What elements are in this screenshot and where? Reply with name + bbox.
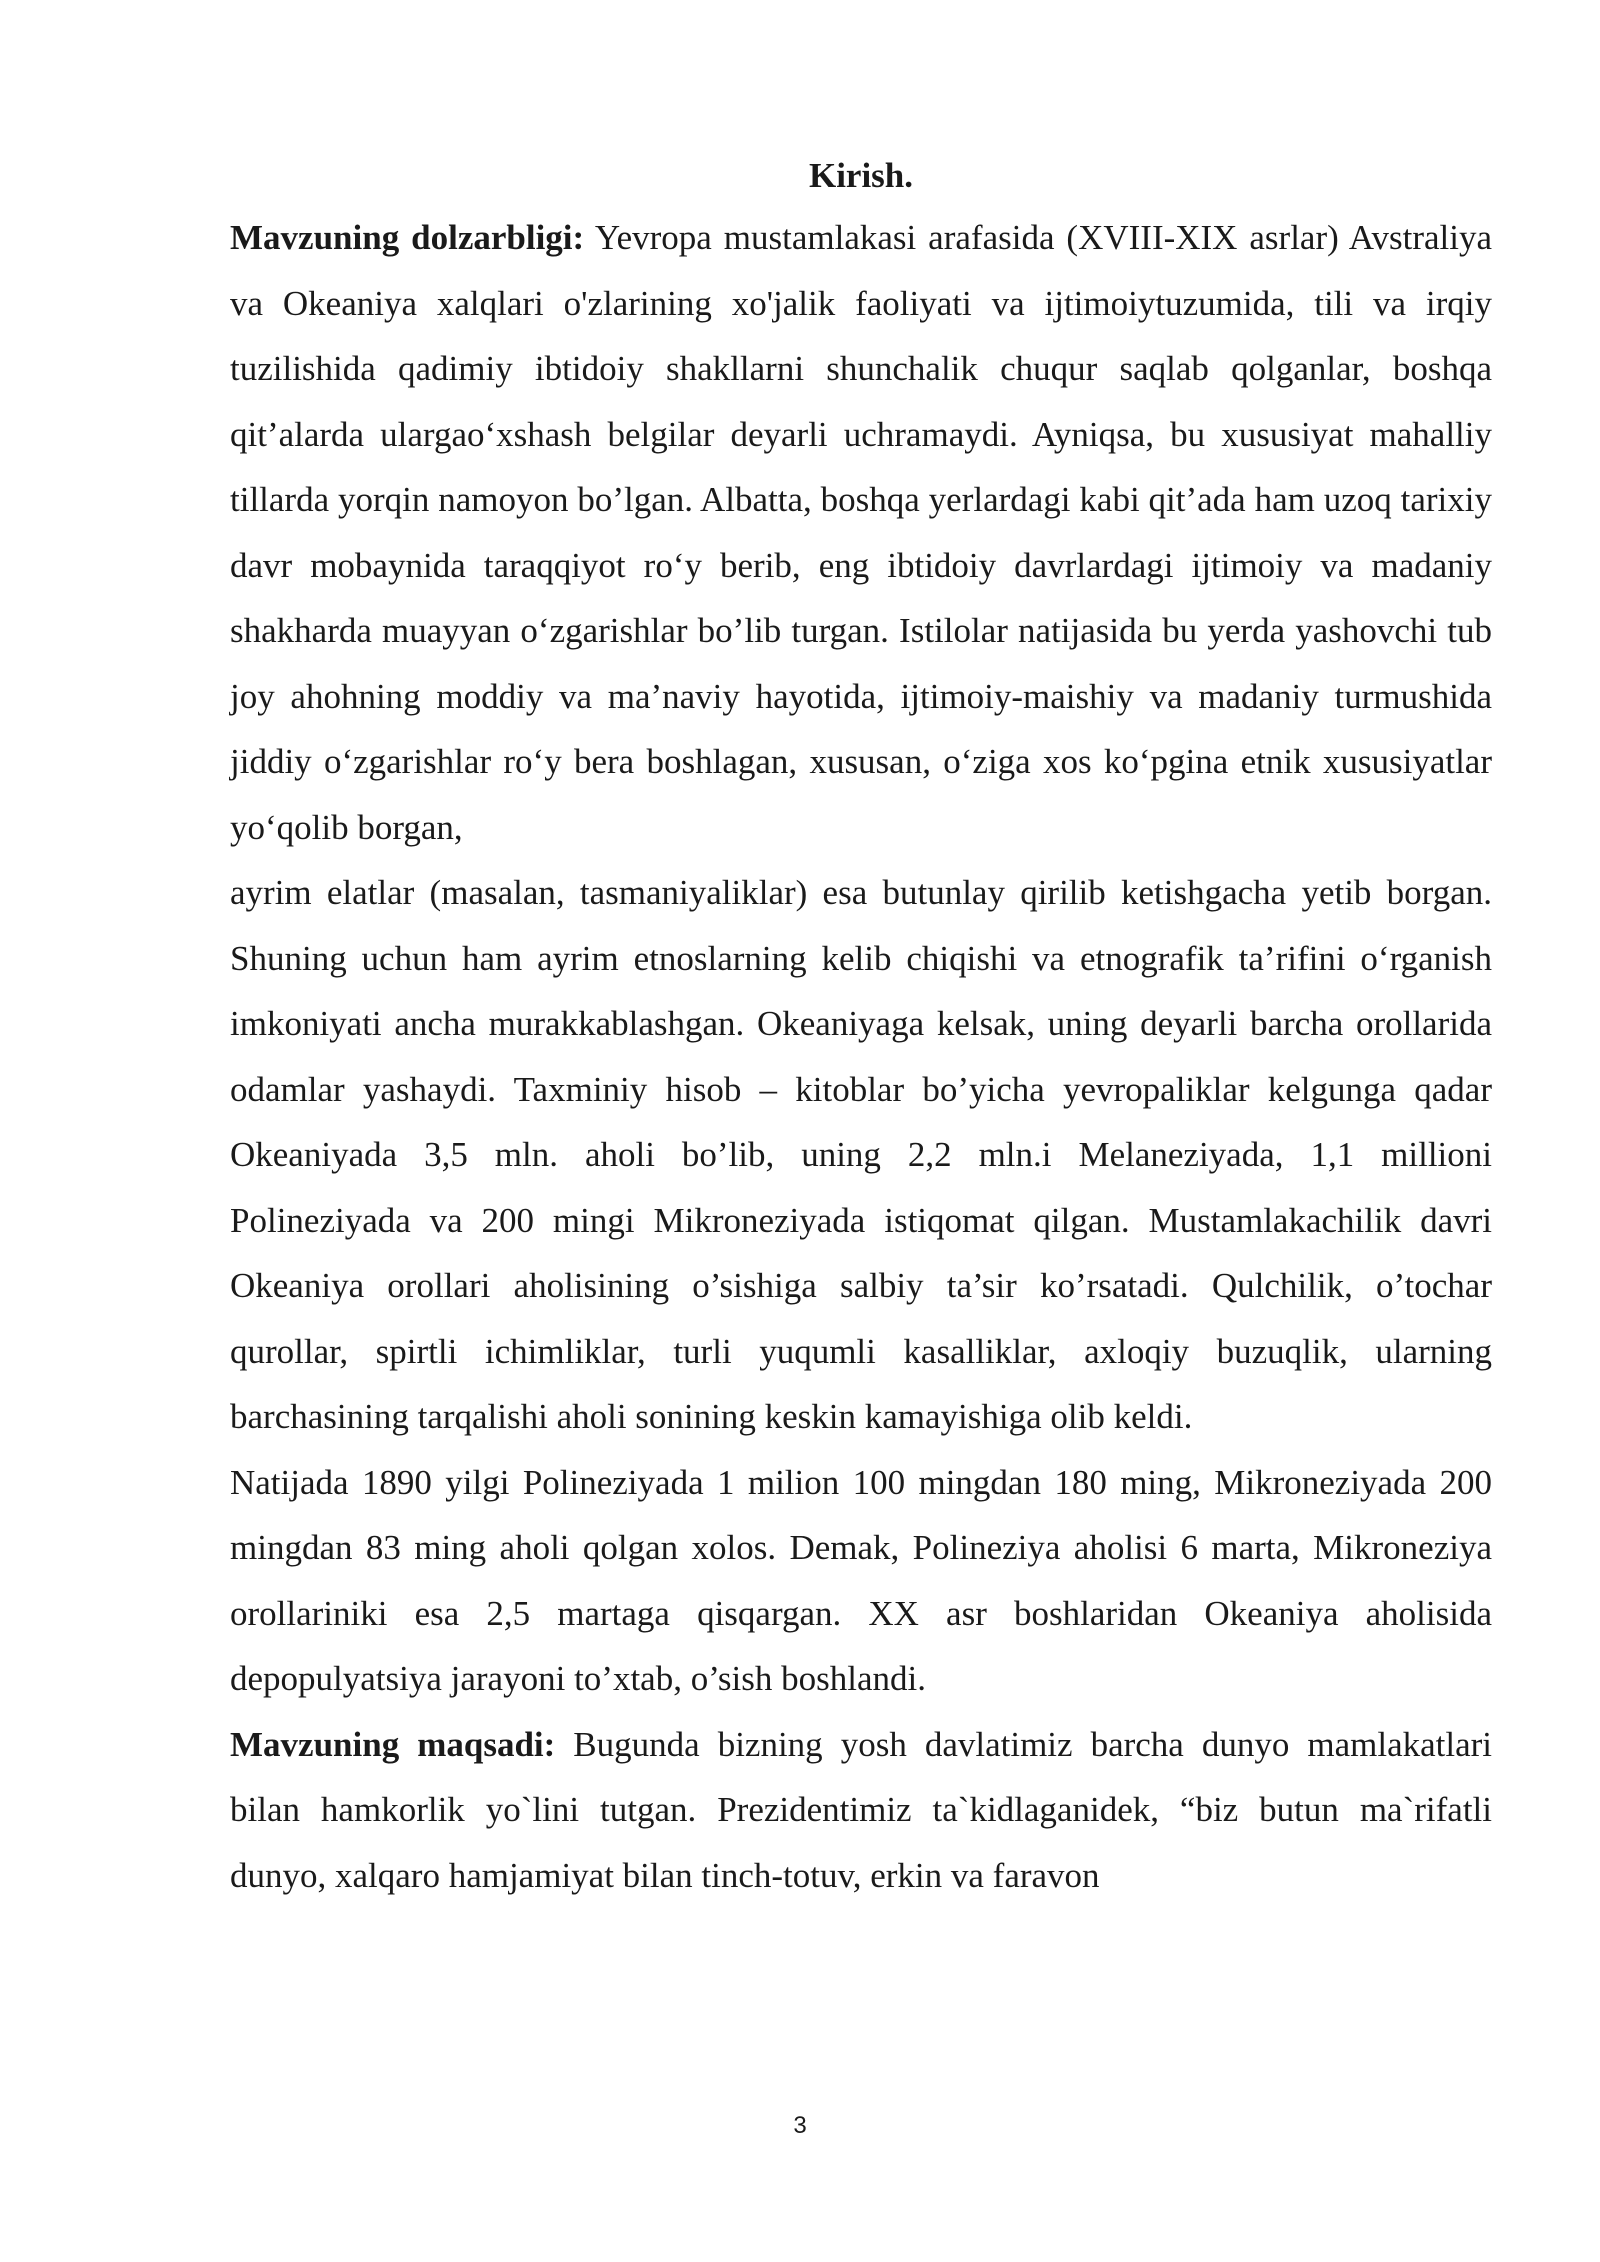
relevance-text-3: Natijada 1890 yilgi Polineziyada 1 milion 100 mingdan 180 ming, Mikroneziyada 200 mingdan 83 ming aholi qolgan xolos. Demak, Polineziya aholisi 6 marta, Mikroneziya orollariniki esa 2,5 martaga qisqargan. XX asr boshlaridan Okeaniya aholisida depopulyatsiya jarayoni to’xtab, o’sish boshlandi.: [230, 1462, 1492, 1698]
goal-heading: Mavzuning maqsadi:: [230, 1724, 556, 1764]
relevance-text-2: ayrim elatlar (masalan, tasmaniyaliklar) esa butunlay qirilib ketishgacha yetib borgan. Shuning uchun ham ayrim etnoslarning kelib chiqishi va etnografik ta’rifini oʻrganish imkoniyati ancha murakkablashgan. Okeaniyaga kelsak, uning deyarli barcha orollarida odamlar yashaydi. Taxminiy hisob – kitoblar bo’yicha yevropaliklar kelgunga qadar Okeaniyada 3,5 mln. aholi bo’lib, uning 2,2 mln.i Melaneziyada, 1,1 millioni Polineziyada va 200 mingi Mikroneziyada istiqomat qilgan. Mustamlakachilik davri Okeaniya orollari aholisining o’sishiga salbiy ta’sir ko’rsatadi. Qulchilik, o’tochar qurollar, spirtli ichimliklar, turli yuqumli kasalliklar, axloqiy buzuqlik, ularning barchasining tarqalishi aholi sonining keskin kamayishiga olib keldi.: [230, 873, 1492, 1436]
goal-text: Bugunda bizning yosh davlatimiz barcha dunyo mamlakatlari bilan hamkorlik yo`lini tutgan. Prezidentimiz ta`kidlaganidek, “biz butun ma`rifatli dunyo, xalqaro hamjamiyat bilan tinch-totuv, erkin va faravon: [230, 1724, 1492, 1895]
relevance-heading: Mavzuning dolzarbligi:: [230, 218, 585, 257]
page-number: 3: [793, 2112, 807, 2139]
relevance-text: Yevropa mustamlakasi arafasida (XVIII-XIX asrlar) Avstraliya va Okeaniya xalqlari o'zlarining xo'jalik faoliyati va ijtimoiytuzumida, tili va irqiy tuzilishida qadimiy ibtidoiy shakllarni shunchalik chuqur saqlab qolganlar, boshqa qit’alarda ulargaoʻxshash belgilar deyarli uchramaydi. Ayniqsa, bu xususiyat mahalliy tillarda yorqin namoyon bo’lgan. Albatta, boshqa yerlardagi kabi qit’ada ham uzoq tarixiy davr mobaynida taraqqiyot roʻy berib, eng ibtidoiy davrlardagi ijtimoiy va madaniy shakharda muayyan oʻzgarishlar bo’lib turgan. Istilolar natijasida bu yerda yashovchi tub joy ahohning moddiy va ma’naviy hayotida, ijtimoiy-maishiy va madaniy turmushida jiddiy oʻzgarishlar roʻy bera boshlagan, xususan, oʻziga xos koʻpgina etnik xususiyatlar yoʻqolib borgan,: [230, 218, 1492, 847]
goal-paragraph: [230, 1712, 1492, 1909]
relevance-paragraph-continued: [230, 860, 1492, 1450]
page-title: Kirish.: [808, 156, 914, 195]
page-content: [230, 148, 1492, 1908]
relevance-paragraph: [230, 205, 1492, 860]
population-paragraph: [230, 1450, 1492, 1712]
